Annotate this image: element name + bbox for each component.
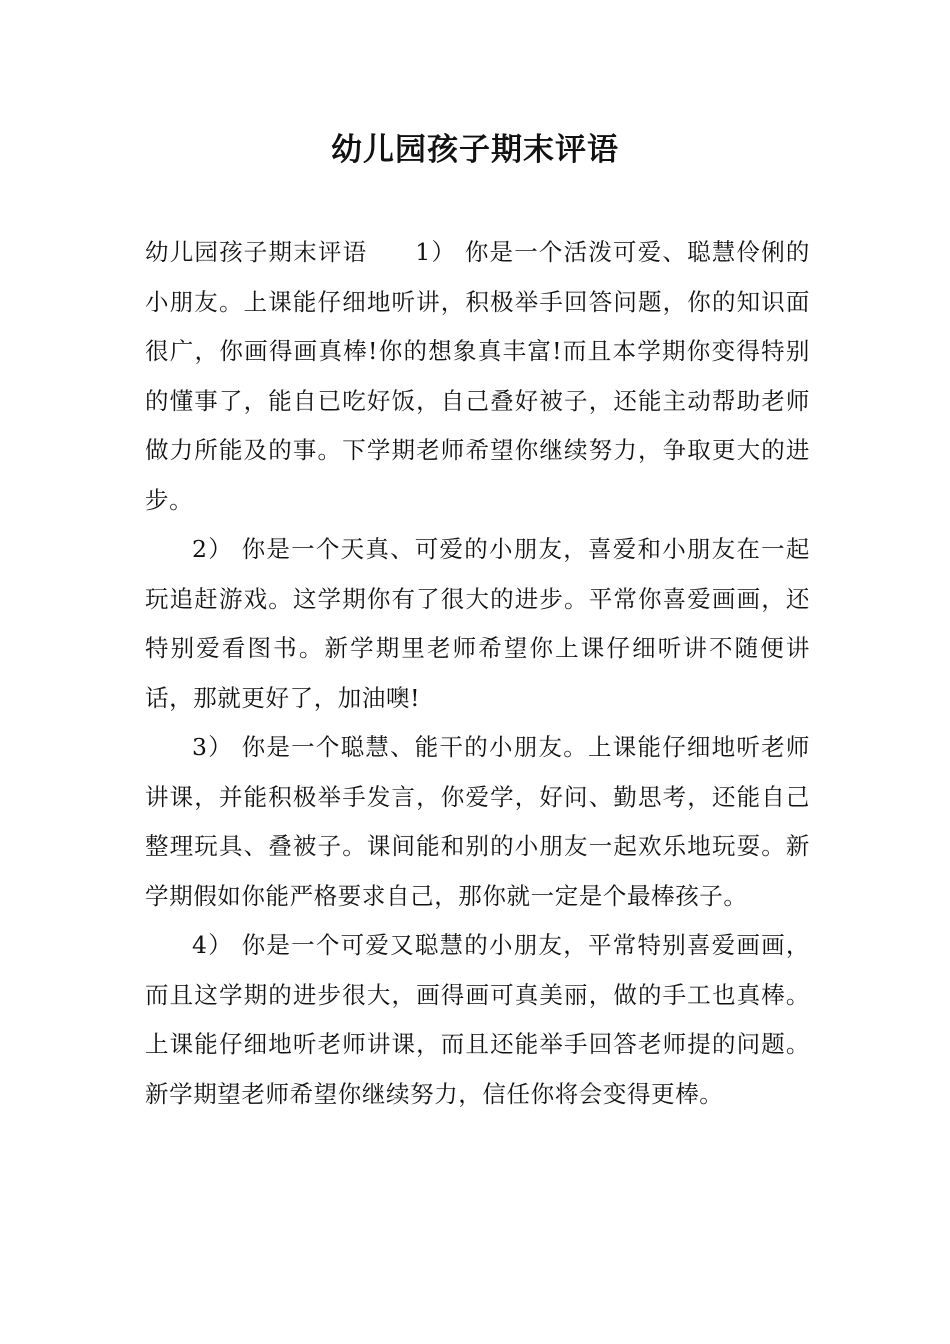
paragraph-2: 2） 你是一个天真、可爱的小朋友，喜爱和小朋友在一起玩追赶游戏。这学期你有了很大的进步。平常你喜爱画画，还特别爱看图书。新学期里老师希望你上课仔细听讲不随便讲话，那就更好了，加油噢! bbox=[145, 535, 810, 712]
document-body bbox=[145, 228, 810, 1119]
lead-title: 幼儿园孩子期末评语 bbox=[145, 238, 368, 266]
document-title: 幼儿园孩子期末评语 bbox=[331, 132, 619, 168]
paragraph-3: 3） 你是一个聪慧、能干的小朋友。上课能仔细地听老师讲课，并能积极举手发言，你爱学，好问、勤思考，还能自己整理玩具、叠被子。课间能和别的小朋友一起欢乐地玩耍。新学期假如你能严格要求自己，那你就一定是个最棒孩子。 bbox=[145, 733, 810, 910]
paragraph-4: 4） 你是一个可爱又聪慧的小朋友，平常特别喜爱画画，而且这学期的进步很大，画得画可真美丽，做的手工也真棒。上课能仔细地听老师讲课，而且还能举手回答老师提的问题。新学期望老师希望你继续努力，信任你将会变得更棒。 bbox=[145, 931, 810, 1108]
paragraph-1 bbox=[145, 228, 810, 525]
paragraph-1-text: 1） 你是一个活泼可爱、聪慧伶俐的小朋友。上课能仔细地听讲，积极举手回答问题，你的知识面很广，你画得画真棒!你的想象真丰富!而且本学期你变得特别的懂事了，能自已吃好饭，自己叠好被子，还能主动帮助老师做力所能及的事。下学期老师希望你继续努力，争取更大的进步。 bbox=[145, 238, 810, 514]
